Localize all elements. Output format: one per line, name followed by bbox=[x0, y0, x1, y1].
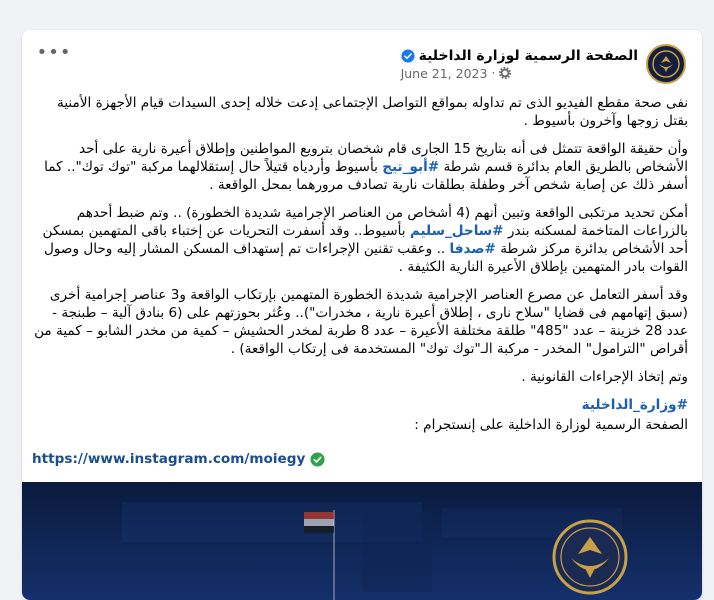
post-card bbox=[22, 30, 702, 600]
post-paragraph: نفى صحة مقطع الفيديو الذى تم تداوله بمواقع التواصل الإجتماعى إدعت خلاله إحدى السيدات قيام الأجهزة الأمنية بقتل زوجها وآخرون بأسيوط . bbox=[57, 95, 688, 129]
more-options-button[interactable] bbox=[38, 36, 70, 68]
post-image bbox=[22, 482, 702, 600]
hashtag-link[interactable]: #أبو_تيج bbox=[382, 159, 440, 175]
meta-separator: · bbox=[491, 66, 496, 80]
paragraph-text: .. وعقب تقنين الإجراءات تم إستهداف المسكن المشار إليه وحال وصول القوات بادر المتهمين بإطلاق الأعيرة النارية الكثيفة . bbox=[44, 241, 688, 275]
post-paragraph: وتم إتخاذ الإجراءات القانونية . bbox=[521, 369, 688, 385]
post-header bbox=[401, 43, 686, 85]
post-photo[interactable] bbox=[22, 482, 702, 600]
hashtag-link[interactable]: #صدفا bbox=[449, 241, 496, 257]
hashtag-link[interactable]: #وزارة_الداخلية bbox=[581, 397, 688, 413]
instagram-link-row bbox=[32, 451, 688, 467]
gear-icon[interactable] bbox=[499, 67, 511, 79]
paragraph-text: وأن حقيقة الواقعة تتمثل فى أنه بتاريخ 15 الجارى قام شخصان بترويع المواطنين وإطلاق أعيرة نارية على أحد الأشخاص بالطريق العام بدائرة قسم شرطة bbox=[78, 141, 688, 175]
page-name-row bbox=[401, 48, 638, 64]
post-paragraph bbox=[34, 140, 688, 194]
header-text bbox=[401, 48, 638, 81]
moi-emblem-icon bbox=[651, 49, 681, 79]
post-paragraph bbox=[34, 204, 688, 276]
moi-emblem-icon bbox=[554, 521, 626, 593]
post-paragraph: وقد أسفر التعامل عن مصرع العناصر الإجرامية شديدة الخطورة المتهمين بإرتكاب الواقعة و3 عناصر إجرامية أخرى (سبق إتهامهم فى قضايا "سلاح نارى ، إطلاق أعيرة نارية ، مخدرات").. وعُثر بحوزتهم على (6 بنادق آلية – طبنجة - عدد 28 خزينة – عدد "485" طلقة مختلفة الأعيرة – عدد 8 طربة لمخدر الحشيش – كمية من مخدر الشابو – كمية من أقراص "الترامول" المخدر - مركبة الـ"توك توك" المستخدمة فى إرتكاب الواقعة) . bbox=[34, 287, 688, 357]
hashtag-line bbox=[34, 396, 688, 414]
page-name[interactable]: الصفحة الرسمية لوزارة الداخلية bbox=[418, 47, 638, 64]
paragraph-text: أمكن تحديد مرتكبى الواقعة وتبين أنهم (4 أشخاص من العناصر الإجرامية شديدة الخطورة) .. وتم ضبط أحدهم بالزراعات المتاخمة لمسكنه بندر bbox=[76, 205, 688, 239]
post-body bbox=[34, 94, 688, 436]
paragraph-text: بأسيوط وأردياه قتيلاً حال إستقلالهما مركبة "توك توك".. كما أسفر ذلك عن إصابة شخص آخر وطفلة بطلقات نارية تصادف مرورهما بمحل الواقعة . bbox=[44, 159, 688, 193]
verified-badge-icon bbox=[401, 49, 415, 63]
more-icon: ••• bbox=[36, 41, 72, 63]
post-date[interactable]: June 21, 2023 bbox=[400, 65, 488, 81]
instagram-link[interactable]: https://www.instagram.com/moiegy bbox=[32, 451, 306, 467]
paragraph-text: بأسيوط.. وقد أسفرت التحريات عن إختباء باقى المتهمين بمسكن أحد الأشخاص بدائرة مركز شرطة bbox=[42, 223, 688, 257]
check-icon bbox=[310, 452, 325, 467]
avatar[interactable] bbox=[646, 44, 686, 84]
post-meta bbox=[401, 66, 512, 81]
hashtag-link[interactable]: #ساحل_سليم bbox=[409, 223, 504, 239]
post-paragraph: الصفحة الرسمية لوزارة الداخلية على إنستجرام : bbox=[414, 417, 688, 433]
